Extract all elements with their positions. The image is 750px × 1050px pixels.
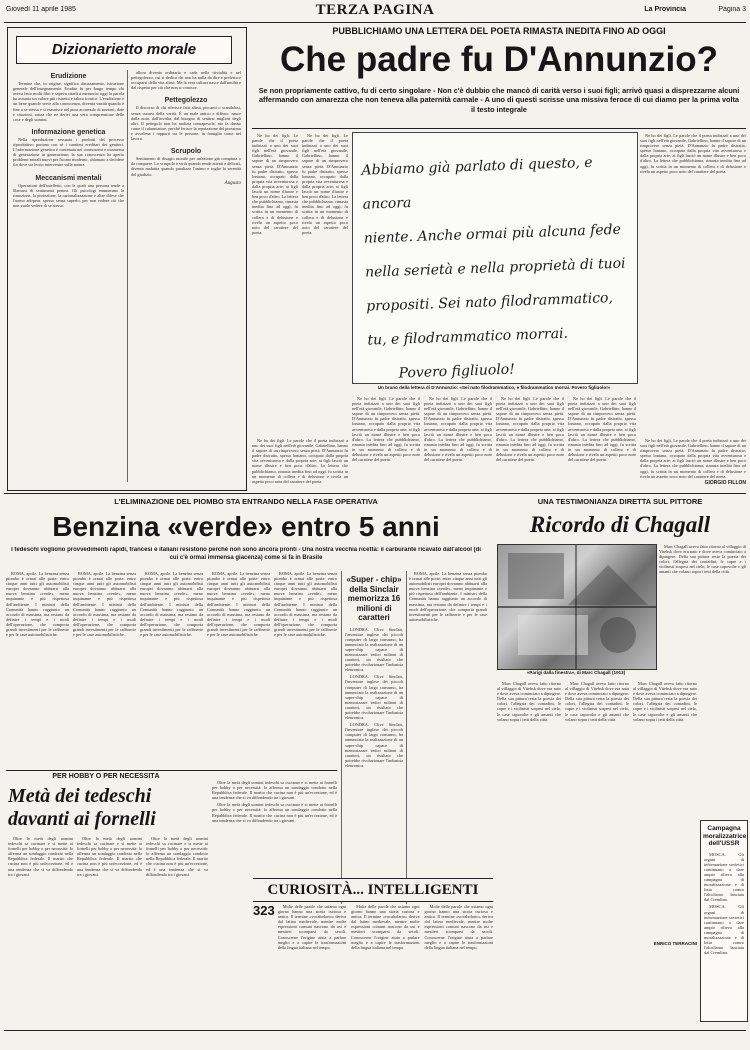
curiosita-title: CURIOSITÀ... INTELLIGENTI (253, 878, 493, 902)
body-text: Ne ho dei figli. Le parole che il poeta indirizzò a uno dei suoi figli nell'età giovanile, Gabriellino, hanno il sapore di un rimprovero senza pietà. D'Annunzio fu padre distratto, spesso lontano, occupato dalla propria vita avventurosa e dalla propria arte; ai figli lasciò un nome illustre e ben poco d'altro. La lettera che pubblichiamo, rimasta inedita fino ad oggi, fu scritta in un momento di collera e di delusione e rivela un aspetto poco noto del carattere del poeta. (568, 396, 636, 463)
chagall-painting-art (498, 545, 656, 669)
body-text: ROMA, aprile. La benzina senza piombo è ormai alle porte: entro cinque anni tutti gli automobilisti europei dovranno abituarsi alla nuova benzina «verde», meno inquinante e più rispettosa dell'ambiente. I ministri della Comunità hanno raggiunto un accordo di massima, ma restano da definire i tempi e i modi dell'operazione, che comporta grandi investimenti per le raffinerie e per le case automobilistiche. (409, 571, 487, 622)
chagall-painting (497, 544, 657, 670)
benzina-title: Benzina «verde» entro 5 anni (52, 511, 440, 542)
body-text: LONDRA. Clive Sinclair, l'inventore inglese dei piccoli computer di largo consumo, ha annunciato la realizzazione di un super-chip capace di memorizzare sedici milioni di caratteri, un risultato che potrebbe rivoluzionare l'industria elettronica. (345, 626, 403, 673)
chagall-title: Ricordo di Chagall (529, 512, 711, 537)
footer-rule (4, 1030, 746, 1031)
tedeschi-title: Metà dei tedeschi davanti ai fornelli (8, 785, 156, 830)
dannunzio-col-right (640, 133, 746, 435)
benzina-col-6 (409, 571, 487, 767)
body-text: ROMA, aprile. La benzina senza piombo è ormai alle porte: entro cinque anni tutti gli automobilisti europei dovranno abituarsi alla nuova benzina «verde», meno inquinante e più rispettosa dell'ambiente. I ministri della Comunità hanno raggiunto un accordo di massima, ma restano da definire i tempi e i modi dell'operazione, che comporta grandi investimenti per le raffinerie e per le case automobilistiche. (274, 571, 337, 638)
dizionario-column-2 (131, 70, 241, 484)
sinclair-title: «Super - chip» della Sinclair memorizza 16 milioni di caratteri (346, 575, 402, 622)
dannunzio-col-4 (424, 396, 492, 488)
body-text: Marc Chagall aveva fatto ritorno al villaggio di Vitebsk dove era nato e dove aveva cominciato a dipingere. Della sua pittura resta la poesia dei colori, l'allegria dei contadini, le capre e i violinisti sospesi nel cielo, le case capovolte e gli amanti che volano sopra i tetti della città. (497, 681, 561, 722)
body-text: Oltre la metà degli uomini tedeschi sa cucinare e si mette ai fornelli per hobby o per necessità: lo afferma un sondaggio condotto nella Repubblica federale. Il marito che cucina non è più un'eccezione, ed è una tendenza che si va diffondendo tra i giovani. (212, 780, 337, 801)
benzina-col-1 (6, 571, 69, 767)
body-text: Marc Chagall aveva fatto ritorno al villaggio di Vitebsk dove era nato e dove aveva cominciato a dipingere. Della sua pittura resta la poesia dei colori, l'allegria dei contadini, le capre e i violinisti sospesi nel cielo, le case capovolte e gli amanti che volano sopra i tetti della città. (565, 681, 629, 722)
tedeschi-col-3 (146, 836, 208, 1016)
body-text: Oltre la metà degli uomini tedeschi sa cucinare e si mette ai fornelli per hobby o per necessità: lo afferma un sondaggio condotto nella Repubblica federale. Il marito che cucina non è più un'eccezione, ed è una tendenza che si va diffondendo tra i giovani. (146, 836, 208, 877)
body-text: Ne ho dei figli. Le parole che il poeta indirizzò a uno dei suoi figli nell'età giovanile, Gabriellino, hanno il sapore di un rimprovero senza pietà. D'Annunzio fu padre distratto, spesso lontano, occupato dalla propria vita avventurosa e dalla propria arte; ai figli lasciò un nome illustre e ben poco d'altro. La lettera che pubblichiamo, rimasta inedita fino ad oggi, fu scritta in un momento di collera e di delusione e rivela un aspetto poco noto del carattere del poeta. (496, 396, 564, 463)
chagall-author: ENRICO TERRACINI (653, 941, 697, 946)
dannunzio-deck: Se non propriamente cattivo, fu di certo singolare - Non c'è dubbio che mancò di carità verso i suoi figli; arrivò quasi a disprezzarne alcuni affermando con amarezza che non teneva alla paternità carnale - A uno di questi scrisse una missiva feroce di cui diamo per la prima volta il testo integrale (258, 86, 740, 114)
chagall-col-2 (565, 681, 629, 1019)
body-text: Marc Chagall aveva fatto ritorno al villaggio di Vitebsk dove era nato e dove aveva cominciato a dipingere. Della sua pittura resta la poesia dei colori, l'allegria dei contadini, le capre e i violinisti sospesi nel cielo, le case capovolte e gli amanti che volano sopra i tetti della città. (659, 544, 746, 575)
body-text: Ne ho dei figli. Le parole che il poeta indirizzò a uno dei suoi figli nell'età giovanile, Gabriellino, hanno il sapore di un rimprovero senza pietà. D'Annunzio fu padre distratto, spesso lontano, occupato dalla propria vita avventurosa e dalla propria arte; ai figli lasciò un nome illustre e ben poco d'altro. La lettera che pubblichiamo, rimasta inedita fino ad oggi, fu scritta in un momento di collera e di delusione e rivela un aspetto poco noto del carattere del poeta. (424, 396, 492, 463)
body-text: Ne ho dei figli. Le parole che il poeta indirizzò a uno dei suoi figli nell'età giovanile, Gabriellino, hanno il sapore di un rimprovero senza pietà. D'Annunzio fu padre distratto, spesso lontano, occupato dalla propria vita avventurosa e dalla propria arte; ai figli lasciò un nome illustre e ben poco d'altro. La lettera che pubblichiamo, rimasta inedita fino ad oggi, fu scritta in un momento di collera e di delusione e rivela un aspetto poco noto del carattere del poeta. (640, 133, 746, 174)
campagna-title: Campagna moralizzatrice dell'USSR (703, 825, 747, 847)
body-text: Oltre la metà degli uomini tedeschi sa cucinare e si mette ai fornelli per hobby o per necessità: lo afferma un sondaggio condotto nella Repubblica federale. Il marito che cucina non è più un'eccezione, ed è una tendenza che si va diffondendo tra i giovani. (77, 836, 142, 877)
dannunzio-col-7 (252, 438, 348, 488)
header-section: TERZA PAGINA (315, 2, 435, 18)
entry-heading: Scrupolo (170, 148, 202, 156)
benzina-kicker: L'ELIMINAZIONE DEL PIOMBO STA ENTRANDO NELLA FASE OPERATIVA (114, 497, 378, 506)
chagall-col-top (659, 544, 746, 668)
dannunzio-title: Che padre fu D'Annunzio? (279, 40, 718, 79)
dannunzio-col-8 (640, 438, 746, 478)
entry-heading: Meccanismi mentali (35, 174, 102, 182)
letter-line: niente. Anche ormai più alcuna fede (363, 221, 622, 247)
header-rule (4, 22, 746, 23)
entry-heading: Informazione genetica (31, 128, 106, 136)
header-paper: La Provincia (644, 6, 686, 13)
dannunzio-col-3 (352, 396, 420, 488)
header-date: Giovedì 11 aprile 1985 (6, 6, 76, 13)
body-text: Marc Chagall aveva fatto ritorno al villaggio di Vitebsk dove era nato e dove aveva cominciato a dipingere. Della sua pittura resta la poesia dei colori, l'allegria dei contadini, le capre e i violinisti sospesi nel cielo, le case capovolte e gli amanti che volano sopra i tetti della città. (633, 681, 697, 722)
body-text: ROMA, aprile. La benzina senza piombo è ormai alle porte: entro cinque anni tutti gli automobilisti europei dovranno abituarsi alla nuova benzina «verde», meno inquinante e più rispettosa dell'ambiente. I ministri della Comunità hanno raggiunto un accordo di massima, ma restano da definire i tempi e i modi dell'operazione, che comporta grandi investimenti per le raffinerie e per le case automobilistiche. (207, 571, 270, 638)
body-text: LONDRA. Clive Sinclair, l'inventore inglese dei piccoli computer di largo consumo, ha annunciato la realizzazione di un super-chip capace di memorizzare sedici milioni di caratteri, un risultato che potrebbe rivoluzionare l'industria elettronica. (345, 674, 403, 721)
column-divider (127, 70, 128, 482)
body-text: Oltre la metà degli uomini tedeschi sa cucinare e si mette ai fornelli per hobby o per necessità: lo afferma un sondaggio condotto nella Repubblica federale. Il marito che cucina non è più un'eccezione, ed è una tendenza che si va diffondendo tra i giovani. (8, 836, 73, 877)
body-text: Ne ho dei figli. Le parole che il poeta indirizzò a uno dei suoi figli nell'età giovanile, Gabriellino, hanno il sapore di un rimprovero senza pietà. D'Annunzio fu padre distratto, spesso lontano, occupato dalla propria vita avventurosa e dalla propria arte; ai figli lasciò un nome illustre e ben poco d'altro. La lettera che pubblichiamo, rimasta inedita fino ad oggi, fu scritta in un momento di collera e di delusione e rivela un aspetto poco noto del carattere del poeta. (352, 396, 420, 463)
entry-text: Operazioni dell'intelletto, con le quali una persona tende a liberarsi di sentimenti penosi. Gli psicologi enumerano la rimozione, la proiezione, la razionalizzazione e altre difese che l'uomo adopera, spesso senza saperlo, per non vedere ciò che non vuole vedere di se stesso. (13, 182, 124, 208)
curiosita-number: 323 (253, 904, 275, 918)
body-text: Ne ho dei figli. Le parole che il poeta indirizzò a uno dei suoi figli nell'età giovanile, Gabriellino, hanno il sapore di un rimprovero senza pietà. D'Annunzio fu padre distratto, spesso lontano, occupato dalla propria vita avventurosa e dalla propria arte; ai figli lasciò un nome illustre e ben poco d'altro. La lettera che pubblichiamo, rimasta inedita fino ad oggi, fu scritta in un momento di collera e di delusione e rivela un aspetto poco noto del carattere del poeta. (640, 438, 746, 478)
entry-text: allora diventa ordinario e cade nella trivialità e nel pettegolezzo, cui si dedica chi non ha nulla da dire e preferisce occuparsi della vita altrui. Ma la vera cultura nasce dall'umiltà e dal rispetto per ciò che non si conosce. (131, 70, 241, 91)
tedeschi-col-1 (8, 836, 73, 1026)
curiosita-body (253, 904, 493, 1022)
body-text: ROMA, aprile. La benzina senza piombo è ormai alle porte: entro cinque anni tutti gli automobilisti europei dovranno abituarsi alla nuova benzina «verde», meno inquinante e più rispettosa dell'ambiente. I ministri della Comunità hanno raggiunto un accordo di massima, ma restano da definire i tempi e i modi dell'operazione, che comporta grandi investimenti per le raffinerie e per le case automobilistiche. (73, 571, 136, 638)
body-text: MOSCA. Gli organi di informazione sovietici continuano a dare ampio rilievo alla campagna di moralizzazione e di lotta contro l'alcolismo lanciata dal Cremlino. (704, 851, 744, 903)
body-text: Molte delle parole che usiamo ogni giorno hanno una storia curiosa e antica. Il termine «vocabolario» deriva dal latino medievale, mentre molte espressioni comuni nascono da usi e mestieri scomparsi da secoli. Conoscerne l'origine aiuta a parlare meglio e a capire le trasformazioni della lingua italiana nel tempo. (277, 904, 347, 950)
chagall-col-3 (633, 681, 697, 939)
entry-heading: Erudizione (50, 73, 87, 80)
dannunzio-kicker: PUBBLICHIAMO UNA LETTERA DEL POETA RIMASTA INEDITA FINO AD OGGI (332, 26, 666, 36)
letter-line: Abbiamo già parlato di questo, e ancora (361, 154, 593, 213)
body-text: Ne ho dei figli. Le parole che il poeta indirizzò a uno dei suoi figli nell'età giovanile, Gabriellino, hanno il sapore di un rimprovero senza pietà. D'Annunzio fu padre distratto, spesso lontano, occupato dalla propria vita avventurosa e dalla propria arte; ai figli lasciò un nome illustre e ben poco d'altro. La lettera che pubblichiamo, rimasta inedita fino ad oggi, fu scritta in un momento di collera e di delusione e rivela un aspetto poco noto del carattere del poeta. (302, 133, 348, 235)
body-text: Molte delle parole che usiamo ogni giorno hanno una storia curiosa e antica. Il termine «vocabolario» deriva dal latino medievale, mentre molte espressioni comuni nascono da usi e mestieri scomparsi da secoli. Conoscerne l'origine aiuta a parlare meglio e a capire le trasformazioni della lingua italiana nel tempo. (351, 904, 420, 950)
letter-line: nella serietà e nella proprietà di tuoi (364, 255, 626, 281)
entry-text: Sentimento di disagio morale per un'azione già compiuta o da compiere. Lo scrupolo è virtù quando rende attenti e delicati, diventa malattia quando paralizza l'animo e toglie la serenità del giudizio. (131, 156, 241, 177)
campagna-body (704, 852, 744, 1012)
dizionario-title: Dizionarietto morale (16, 36, 232, 64)
chagall-col-1 (497, 681, 561, 1019)
letter-facsimile (352, 132, 638, 384)
dannunzio-col-2 (302, 133, 348, 435)
header-page: Pagina 3 (718, 6, 746, 13)
section-rule (4, 493, 746, 494)
entry-text: Termine che, in origine, significa dirozzamento, istruzione generale dell'insegnamento. Erudito fu per lungo tempo chi aveva letto molti libri e sapeva citarli a memoria; oggi la parola ha assunto un valore più ristretto e talora ironico. L'erudizione è un bene quando serve alla conoscenza, diventa vanità quando è fine a se stessa e si esaurisce nel puro accumulo di nozioni, date e citazioni, senza che ne derivi una vera comprensione delle cose e degli uomini. (13, 81, 124, 122)
tedeschi-rule (6, 770, 337, 771)
body-text: Oltre la metà degli uomini tedeschi sa cucinare e si mette ai fornelli per hobby o per necessità: lo afferma un sondaggio condotto nella Repubblica federale. Il marito che cucina non è più un'eccezione, ed è una tendenza che si va diffondendo tra i giovani. (212, 802, 337, 823)
dannunzio-author: GIORGIO FILLON (704, 480, 746, 486)
dizionario-signature: Augusto (224, 180, 241, 186)
dannunzio-col-1 (252, 133, 298, 435)
campagna-box (700, 820, 748, 1022)
benzina-deck: I tedeschi vogliono provvedimenti rapidi, francesi e italiani resistono perché non sono ancora pronti - Una nostra vecchia ricetta: il carburante ricavato dall'alcool (di cui c'è ormai immensa giacenza) come si fa in Brasile (11, 547, 481, 561)
letter-caption: Un brano della lettera di D'Annunzio: «Sei nato filodrammatico, e filodrammatico morrai. Povero figliuolo!» (377, 385, 611, 390)
entry-text: Il discorso di chi riferisce fatti altrui, piccanti o scandalosi, senza curarsi della verità. È un male antico e diffuso: nasce dalla noia, dall'invidia, dal bisogno di sentirsi migliori degli altri. Il pettegolo non ha malizia consapevole, ma fa danno come il calunniatore, perché ferisce la reputazione del prossimo e avvelena i rapporti tra le persone, in famiglia come nel lavoro. (131, 105, 241, 142)
deck-rule (252, 128, 746, 129)
chagall-kicker: UNA TESTIMONIANZA DIRETTA SUL PITTORE (537, 497, 703, 506)
tedeschi-col-2 (77, 836, 142, 1026)
dannunzio-col-5 (496, 396, 564, 488)
body-text: Molte delle parole che usiamo ogni giorno hanno una storia curiosa e antica. Il termine «vocabolario» deriva dal latino medievale, mentre molte espressioni comuni nascono da usi e mestieri scomparsi da secoli. Conoscerne l'origine aiuta a parlare meglio e a capire le trasformazioni della lingua italiana nel tempo. (424, 904, 493, 950)
benzina-col-5 (274, 571, 337, 767)
letter-line: Povero figliuolo! (398, 361, 516, 382)
body-text: Ne ho dei figli. Le parole che il poeta indirizzò a uno dei suoi figli nell'età giovanile, Gabriellino, hanno il sapore di un rimprovero senza pietà. D'Annunzio fu padre distratto, spesso lontano, occupato dalla propria vita avventurosa e dalla propria arte; ai figli lasciò un nome illustre e ben poco d'altro. La lettera che pubblichiamo, rimasta inedita fino ad oggi, fu scritta in un momento di collera e di delusione e rivela un aspetto poco noto del carattere del poeta. (252, 438, 348, 484)
body-text: LONDRA. Clive Sinclair, l'inventore inglese dei piccoli computer di largo consumo, ha annunciato la realizzazione di un super-chip capace di memorizzare sedici milioni di caratteri, un risultato che potrebbe rivoluzionare l'industria elettronica. (345, 722, 403, 768)
letter-line: tu, e filodrammatico morrai. (367, 325, 569, 349)
benzina-col-2 (73, 571, 136, 767)
curiosita-text (278, 904, 493, 1020)
entry-text: Nella riproduzione sessuata i prodotti del processo riproduttivo portano con sé i caratteri ereditari dei genitori. L'informazione genetica è contenuta nei cromosomi e trasmessa di generazione in generazione; la sua conoscenza ha aperto problemi morali nuovi per l'uomo moderno, chiamato a decidere fin dove sia lecito intervenire sulla natura. (13, 136, 124, 168)
benzina-col-4 (207, 571, 270, 767)
letter-line: propositi. Sei nato filodrammatico, (365, 290, 614, 315)
dizionario-column-1 (13, 70, 124, 484)
chagall-caption: «Parigi dalla finestra», di Marc Chagall (1913) (526, 670, 626, 675)
body-text: ROMA, aprile. La benzina senza piombo è ormai alle porte: entro cinque anni tutti gli automobilisti europei dovranno abituarsi alla nuova benzina «verde», meno inquinante e più rispettosa dell'ambiente. I ministri della Comunità hanno raggiunto un accordo di massima, ma restano da definire i tempi e i modi dell'operazione, che comporta grandi investimenti per le raffinerie e per le case automobilistiche. (6, 571, 69, 638)
body-text: Ne ho dei figli. Le parole che il poeta indirizzò a uno dei suoi figli nell'età giovanile, Gabriellino, hanno il sapore di un rimprovero senza pietà. D'Annunzio fu padre distratto, spesso lontano, occupato dalla propria vita avventurosa e dalla propria arte; ai figli lasciò un nome illustre e ben poco d'altro. La lettera che pubblichiamo, rimasta inedita fino ad oggi, fu scritta in un momento di collera e di delusione e rivela un aspetto poco noto del carattere del poeta. (252, 133, 298, 235)
entry-heading: Pettegolezzo (164, 97, 208, 105)
body-text: ROMA, aprile. La benzina senza piombo è ormai alle porte: entro cinque anni tutti gli automobilisti europei dovranno abituarsi alla nuova benzina «verde», meno inquinante e più rispettosa dell'ambiente. I ministri della Comunità hanno raggiunto un accordo di massima, ma restano da definire i tempi e i modi dell'operazione, che comporta grandi investimenti per le raffinerie e per le case automobilistiche. (140, 571, 203, 638)
dannunzio-col-6 (568, 396, 636, 488)
body-text: MOSCA. Gli organi di informazione sovietici continuano a dare ampio rilievo alla campagna di moralizzazione e di lotta contro l'alcolismo lanciata dal Cremlino. (704, 904, 744, 956)
tedeschi-kicker: PER HOBBY O PER NECESSITÀ (52, 773, 160, 780)
benzina-col-3 (140, 571, 203, 767)
